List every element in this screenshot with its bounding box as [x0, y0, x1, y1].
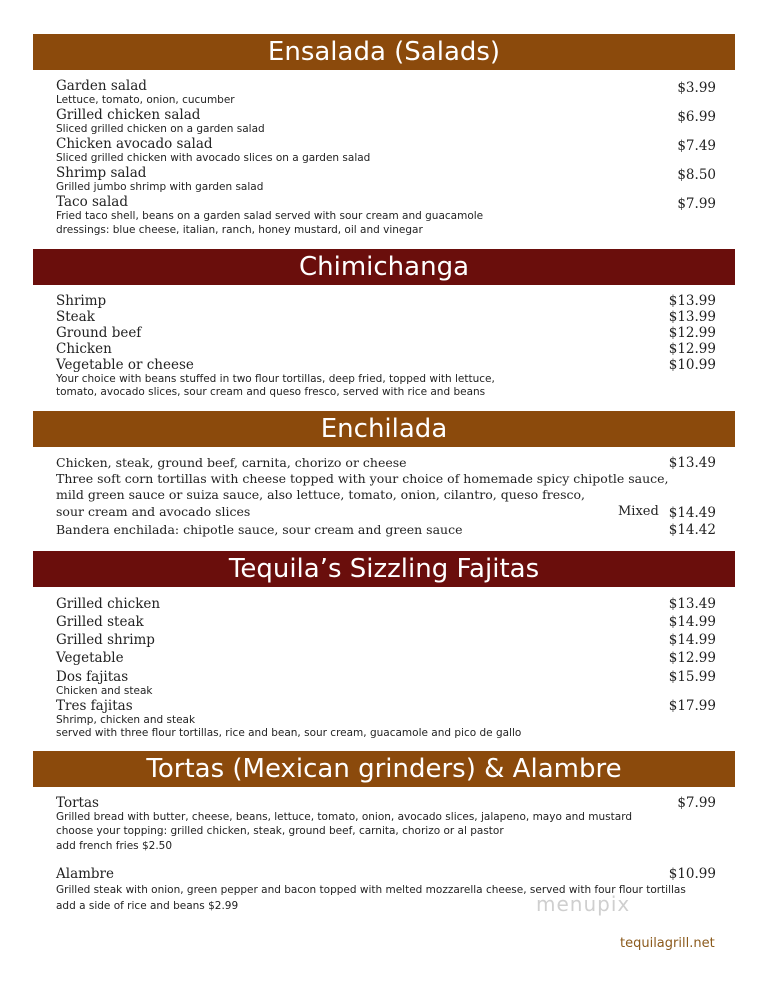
- item-price: $10.99: [668, 357, 716, 373]
- item-name: Vegetable or cheese: [56, 357, 194, 373]
- item-price: $14.99: [668, 614, 716, 630]
- item-price: $13.49: [668, 455, 716, 471]
- item-name: Vegetable: [56, 650, 124, 666]
- section-header-chimichanga: Chimichanga: [33, 249, 735, 285]
- item-description: Sliced grilled chicken with avocado slices on a garden salad: [56, 152, 371, 164]
- item-price: $13.49: [668, 596, 716, 612]
- item-description: Grilled jumbo shrimp with garden salad: [56, 181, 264, 193]
- item-price: $15.99: [668, 669, 716, 685]
- item-price: $7.99: [677, 795, 716, 811]
- item-name: Tortas: [56, 795, 99, 811]
- item-name: Shrimp: [56, 293, 107, 309]
- dressings-note: dressings: blue cheese, italian, ranch, honey mustard, oil and vinegar: [56, 224, 423, 236]
- item-addon: add french fries $2.50: [56, 840, 173, 852]
- served-note: served with three flour tortillas, rice and bean, sour cream, guacamole and pico de gallo: [56, 727, 522, 739]
- section-header-enchilada: Enchilada: [33, 411, 735, 447]
- item-name: Ground beef: [56, 325, 142, 341]
- section-header-tortas: Tortas (Mexican grinders) & Alambre: [33, 751, 735, 787]
- item-name: Grilled chicken: [56, 596, 161, 612]
- item-name: Dos fajitas: [56, 669, 129, 685]
- item-description: Sliced grilled chicken on a garden salad: [56, 123, 265, 135]
- item-description: mild green sauce or suiza sauce, also lettuce, tomato, onion, cilantro, queso fresco,: [56, 487, 586, 502]
- item-name: Bandera enchilada: chipotle sauce, sour cream and green sauce: [56, 522, 463, 537]
- item-description: tomato, avocado slices, sour cream and queso fresco, served with rice and beans: [56, 386, 486, 398]
- section-header-salads: Ensalada (Salads): [33, 34, 735, 70]
- item-description: Grilled steak with onion, green pepper and bacon topped with melted mozzarella cheese, served with four flour tortillas: [56, 884, 686, 896]
- item-name: Grilled shrimp: [56, 632, 155, 648]
- item-price: $17.99: [668, 698, 716, 714]
- item-price: $14.42: [668, 522, 716, 538]
- item-price: $13.99: [668, 293, 716, 309]
- item-price: $8.50: [677, 167, 716, 183]
- mixed-label: Mixed: [618, 504, 659, 519]
- item-price: $3.99: [677, 80, 716, 96]
- item-description: Chicken and steak: [56, 685, 153, 697]
- item-name: Chicken avocado salad: [56, 136, 213, 152]
- item-name: Chicken: [56, 341, 112, 357]
- item-name: Taco salad: [56, 194, 128, 210]
- item-description: Grilled bread with butter, cheese, beans, lettuce, tomato, onion, avocado slices, jalapeno, mayo and mustard: [56, 811, 632, 823]
- item-price: $12.99: [668, 325, 716, 341]
- item-name: Grilled steak: [56, 614, 144, 630]
- item-description: Fried taco shell, beans on a garden salad served with sour cream and guacamole: [56, 210, 484, 222]
- item-price: $7.49: [677, 138, 716, 154]
- item-price: $10.99: [668, 866, 716, 882]
- item-description: Lettuce, tomato, onion, cucumber: [56, 94, 235, 106]
- item-description: Three soft corn tortillas with cheese topped with your choice of homemade spicy chipotle sauce,: [56, 471, 669, 486]
- item-name: Grilled chicken salad: [56, 107, 201, 123]
- website-link[interactable]: tequilagrill.net: [620, 936, 715, 951]
- item-name: Tres fajitas: [56, 698, 133, 714]
- watermark: menupix: [536, 892, 631, 916]
- item-price: $14.99: [668, 632, 716, 648]
- item-price: $13.99: [668, 309, 716, 325]
- item-description: choose your topping: grilled chicken, steak, ground beef, carnita, chorizo or al pastor: [56, 825, 504, 837]
- item-name: Alambre: [56, 866, 115, 882]
- item-name: Steak: [56, 309, 95, 325]
- item-price: $6.99: [677, 109, 716, 125]
- item-description: sour cream and avocado slices: [56, 504, 251, 519]
- item-price: $12.99: [668, 650, 716, 666]
- item-name: Garden salad: [56, 78, 147, 94]
- item-addon: add a side of rice and beans $2.99: [56, 900, 239, 912]
- item-price: $14.49: [668, 505, 716, 521]
- item-description: Shrimp, chicken and steak: [56, 714, 196, 726]
- item-name: Shrimp salad: [56, 165, 147, 181]
- item-description: Your choice with beans stuffed in two flour tortillas, deep fried, topped with lettuce,: [56, 373, 495, 385]
- item-price: $7.99: [677, 196, 716, 212]
- section-header-fajitas: Tequila’s Sizzling Fajitas: [33, 551, 735, 587]
- item-price: $12.99: [668, 341, 716, 357]
- item-name: Chicken, steak, ground beef, carnita, chorizo or cheese: [56, 455, 407, 470]
